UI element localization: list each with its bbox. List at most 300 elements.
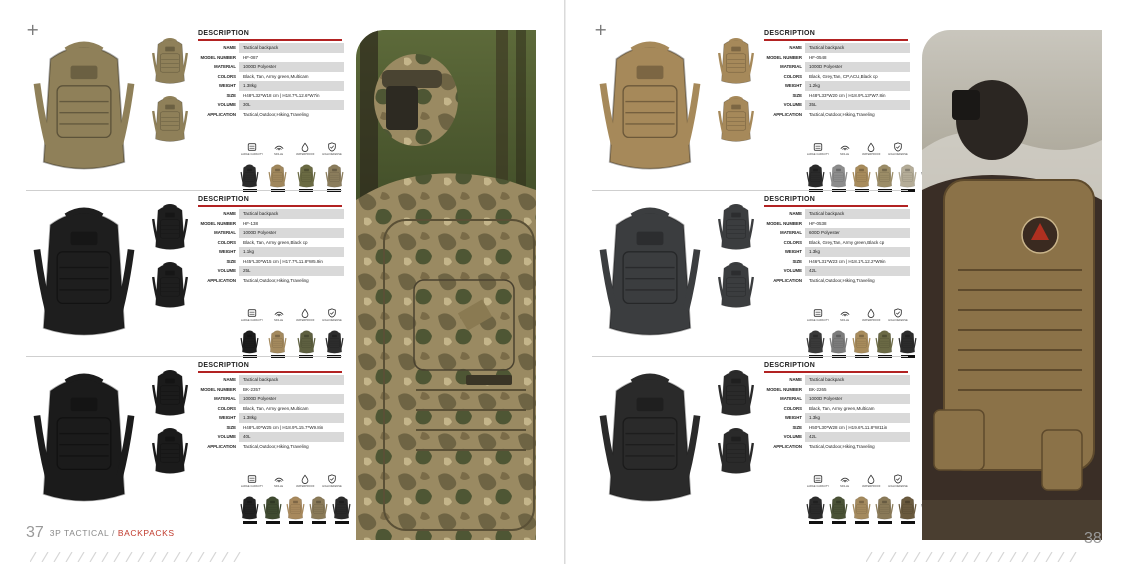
molle-icon	[833, 474, 857, 484]
spec-value: 600D Polyester	[805, 228, 910, 238]
spec-label: MATERIAL	[214, 396, 236, 402]
color-variant-thumb	[295, 164, 318, 192]
feature-item	[293, 142, 317, 156]
spec-table	[762, 209, 910, 285]
large-capacity-icon	[240, 474, 264, 484]
spec-label: WEIGHT	[784, 249, 802, 255]
color-variant-thumb	[295, 330, 318, 358]
spec-row	[762, 423, 910, 433]
spec-label: COLORS	[783, 405, 802, 411]
spec-value: Tactical,Outdoor,Hiking,Traveling	[243, 443, 309, 449]
spec-row	[196, 266, 344, 276]
spec-row	[762, 53, 910, 63]
spec-label: WEIGHT	[218, 249, 236, 255]
variant-backpack-illustration	[873, 164, 896, 188]
product-card	[592, 30, 908, 194]
spec-row	[762, 110, 910, 120]
backpack-back-photo	[716, 424, 756, 478]
variant-backpack-illustration	[896, 496, 919, 520]
backpack-side-illustration	[150, 36, 190, 86]
spec-row	[196, 228, 344, 238]
backpack-main-photo	[28, 368, 140, 508]
spec-value: Tactical backpack	[239, 43, 344, 53]
spec-value: 35L	[805, 100, 910, 110]
backpack-back-illustration	[716, 424, 756, 478]
spec-row	[762, 72, 910, 82]
feature-label: LARGE CAPACITY	[240, 319, 264, 322]
description-accent-bar	[764, 371, 908, 373]
spec-value: Tactical backpack	[239, 209, 344, 219]
spec-value: H48*L33*W20 cm | H18.9*L13*W7.8in	[809, 92, 886, 98]
product-card	[26, 30, 342, 194]
spec-value: Black, Tan, Army green,Multicam	[243, 405, 309, 411]
backpack-side-illustration	[716, 36, 756, 86]
feature-label: WATERPROOF	[296, 153, 315, 156]
color-variants	[238, 496, 346, 524]
color-variant-thumb	[238, 164, 261, 192]
molle-icon	[267, 308, 291, 318]
product-divider	[26, 356, 342, 357]
color-variant-thumb	[827, 164, 850, 192]
feature-label: LARGE CAPACITY	[240, 485, 264, 488]
description-accent-bar	[198, 205, 342, 207]
feature-icons	[240, 142, 344, 156]
spec-row	[196, 100, 344, 110]
feature-item	[267, 142, 291, 156]
feature-label: MOLLE	[840, 319, 850, 322]
backpack-main-photo	[594, 202, 706, 342]
product-divider	[592, 356, 908, 357]
spec-label: VOLUME	[783, 434, 802, 440]
spec-label: APPLICATION	[773, 111, 802, 117]
spec-row	[762, 413, 910, 423]
spec-row	[196, 238, 344, 248]
large-capacity-icon	[240, 142, 264, 152]
spec-value: Tactical,Outdoor,Hiking,Traveling	[809, 111, 875, 117]
feature-icons	[240, 308, 344, 322]
spec-row	[196, 276, 344, 286]
spec-label: VOLUME	[783, 102, 802, 108]
description-heading: DESCRIPTION	[764, 362, 816, 369]
spec-label: MATERIAL	[780, 64, 802, 70]
spec-table	[196, 375, 344, 451]
description-heading: DESCRIPTION	[764, 196, 816, 203]
spec-row	[196, 43, 344, 53]
footer-deco-stripes-right	[866, 552, 1086, 562]
spec-row	[762, 394, 910, 404]
spec-value: 1000D Polyester	[239, 394, 344, 404]
spec-label: MODEL NUMBER	[766, 386, 802, 392]
spec-value: HF-087	[243, 54, 259, 60]
spec-row	[196, 91, 344, 101]
spec-value: H46*L31*W23 cm | H18.1*L12.2*W9in	[809, 258, 886, 264]
spec-row	[762, 385, 910, 395]
soldier-tan-backpack-photo	[922, 30, 1102, 540]
spec-label: APPLICATION	[207, 443, 236, 449]
spec-label: NAME	[223, 377, 236, 383]
section-name: BACKPACKS	[117, 527, 175, 538]
variant-color-tag	[809, 521, 823, 524]
variant-backpack-illustration	[295, 330, 318, 354]
spec-row	[762, 276, 910, 286]
spec-row	[196, 219, 344, 229]
spec-label: COLORS	[217, 73, 236, 79]
soldier-camo-backpack-photo	[356, 30, 536, 540]
variant-backpack-illustration	[284, 496, 307, 520]
crosshair-plus-icon: +	[26, 20, 40, 39]
spec-label: MODEL NUMBER	[200, 54, 236, 60]
feature-label: HIGH DEFENSE	[888, 153, 908, 156]
spec-row	[762, 442, 910, 452]
spec-label: MODEL NUMBER	[766, 54, 802, 60]
feature-label: MOLLE	[274, 153, 284, 156]
backpack-back-illustration	[150, 424, 190, 478]
spec-row	[196, 247, 344, 257]
variant-color-tag	[266, 521, 280, 524]
spec-row	[762, 43, 910, 53]
variant-backpack-illustration	[873, 496, 896, 520]
spec-value: Tactical backpack	[805, 209, 910, 219]
spec-label: NAME	[789, 211, 802, 217]
molle-icon	[267, 142, 291, 152]
backpack-side-illustration	[716, 368, 756, 418]
spec-row	[196, 53, 344, 63]
feature-item	[886, 308, 910, 322]
spec-label: NAME	[223, 45, 236, 51]
spec-value: 1.3kg	[805, 247, 910, 257]
backpack-side-illustration	[150, 202, 190, 252]
spec-row	[762, 257, 910, 267]
backpack-back-photo	[716, 258, 756, 312]
spec-label: COLORS	[783, 73, 802, 79]
variant-backpack-illustration	[850, 496, 873, 520]
spec-label: MODEL NUMBER	[766, 220, 802, 226]
high-defense-icon	[320, 474, 344, 484]
backpack-main-photo	[28, 36, 140, 176]
variant-backpack-illustration	[896, 164, 919, 188]
variant-backpack-illustration	[266, 330, 289, 354]
variant-backpack-illustration	[307, 496, 330, 520]
color-variant-thumb	[307, 496, 330, 524]
color-variants	[804, 164, 912, 192]
backpack-side-photo	[150, 368, 190, 418]
variant-color-tag	[832, 521, 846, 524]
color-variants	[804, 330, 912, 358]
spec-label: SIZE	[792, 92, 802, 98]
color-variant-thumb	[284, 496, 307, 524]
spec-value: Black, Grey,Tan, CP,ACU,Black cp	[809, 73, 878, 79]
description-heading: DESCRIPTION	[198, 362, 250, 369]
page-number-right: 38	[1084, 530, 1102, 547]
feature-item	[806, 142, 830, 156]
spec-row	[196, 413, 344, 423]
backpack-side-photo	[150, 202, 190, 252]
feature-icons	[806, 142, 910, 156]
feature-item	[320, 474, 344, 488]
waterproof-icon	[293, 474, 317, 484]
spec-table	[196, 209, 344, 285]
spec-label: MATERIAL	[780, 230, 802, 236]
variant-backpack-illustration	[330, 496, 353, 520]
feature-item	[240, 474, 264, 488]
feature-label: LARGE CAPACITY	[806, 319, 830, 322]
variant-color-tag	[312, 521, 326, 524]
spec-row	[196, 442, 344, 452]
spec-label: SIZE	[226, 92, 236, 98]
variant-backpack-illustration	[266, 164, 289, 188]
spec-value: Tactical,Outdoor,Hiking,Traveling	[243, 277, 309, 283]
backpack-back-photo	[150, 258, 190, 312]
color-variant-thumb	[850, 330, 873, 358]
feature-label: WATERPROOF	[862, 153, 881, 156]
spec-row	[762, 266, 910, 276]
spec-label: NAME	[223, 211, 236, 217]
section-separator: /	[109, 527, 118, 538]
color-variant-thumb	[323, 330, 346, 358]
spec-label: COLORS	[217, 239, 236, 245]
variant-backpack-illustration	[238, 164, 261, 188]
color-variant-thumb	[850, 496, 873, 524]
color-variant-thumb	[266, 164, 289, 192]
molle-icon	[833, 142, 857, 152]
page-number-left: 37	[26, 524, 44, 541]
spec-value: 1000D Polyester	[239, 228, 344, 238]
spec-value: 42L	[805, 266, 910, 276]
feature-item	[806, 474, 830, 488]
spec-label: APPLICATION	[773, 443, 802, 449]
color-variant-thumb	[804, 330, 827, 358]
spec-label: SIZE	[792, 258, 802, 264]
variant-backpack-illustration	[850, 164, 873, 188]
feature-item	[886, 142, 910, 156]
spec-row	[762, 81, 910, 91]
camo-soldier-illustration	[356, 30, 536, 540]
feature-icons	[240, 474, 344, 488]
variant-backpack-illustration	[827, 164, 850, 188]
spec-label: COLORS	[783, 239, 802, 245]
feature-label: MOLLE	[840, 153, 850, 156]
variant-color-tag	[878, 521, 892, 524]
variant-backpack-illustration	[804, 164, 827, 188]
spec-value: Black, Grey,Tan, Army green,Black cp	[809, 239, 885, 245]
color-variant-thumb	[261, 496, 284, 524]
spec-label: NAME	[789, 45, 802, 51]
variant-backpack-illustration	[804, 496, 827, 520]
feature-item	[320, 142, 344, 156]
backpack-side-photo	[716, 202, 756, 252]
backpack-side-photo	[716, 36, 756, 86]
backpack-front-illustration	[594, 368, 706, 508]
spec-value: 42L	[805, 432, 910, 442]
feature-label: MOLLE	[840, 485, 850, 488]
high-defense-icon	[886, 474, 910, 484]
spec-value: 1000D Polyester	[805, 394, 910, 404]
backpack-back-illustration	[716, 92, 756, 146]
variant-backpack-illustration	[295, 164, 318, 188]
molle-icon	[267, 474, 291, 484]
product-card	[26, 196, 342, 360]
spec-row	[762, 228, 910, 238]
color-variants	[238, 164, 346, 192]
spec-label: WEIGHT	[218, 83, 236, 89]
waterproof-icon	[293, 308, 317, 318]
variant-backpack-illustration	[804, 330, 827, 354]
spec-row	[762, 209, 910, 219]
backpack-side-photo	[150, 36, 190, 86]
spec-label: WEIGHT	[784, 83, 802, 89]
spec-label: MODEL NUMBER	[200, 386, 236, 392]
feature-item	[833, 474, 857, 488]
feature-label: HIGH DEFENSE	[322, 485, 342, 488]
spec-value: 25L	[239, 266, 344, 276]
high-defense-icon	[886, 308, 910, 318]
spec-label: VOLUME	[783, 268, 802, 274]
spec-value: 1.38kg	[239, 81, 344, 91]
variant-backpack-illustration	[873, 330, 896, 354]
variant-color-tag	[855, 521, 869, 524]
color-variant-thumb	[804, 164, 827, 192]
spec-value: Tactical,Outdoor,Hiking,Traveling	[809, 443, 875, 449]
spec-value: H45*L30*W15 cm | H17.7*L11.8*W5.9in	[243, 258, 323, 264]
color-variant-thumb	[873, 496, 896, 524]
feature-label: LARGE CAPACITY	[240, 153, 264, 156]
spec-value: 1.2kg	[805, 81, 910, 91]
spec-label: APPLICATION	[207, 111, 236, 117]
variant-backpack-illustration	[238, 496, 261, 520]
spec-row	[762, 247, 910, 257]
color-variant-thumb	[850, 164, 873, 192]
variant-backpack-illustration	[323, 164, 346, 188]
spec-value: Tactical backpack	[239, 375, 344, 385]
feature-item	[859, 142, 883, 156]
spec-value: Black, Tan, Army green,Multicam	[243, 73, 309, 79]
variant-color-tag	[901, 521, 915, 524]
color-variant-thumb	[896, 496, 919, 524]
spec-label: WEIGHT	[784, 415, 802, 421]
spec-row	[196, 62, 344, 72]
variant-backpack-illustration	[261, 496, 284, 520]
large-capacity-icon	[806, 142, 830, 152]
variant-color-tag	[335, 521, 349, 524]
description-accent-bar	[764, 205, 908, 207]
variant-backpack-illustration	[896, 330, 919, 354]
spec-label: SIZE	[792, 424, 802, 430]
spec-label: COLORS	[217, 405, 236, 411]
right-catalog-page	[566, 0, 1129, 564]
backpack-back-illustration	[150, 258, 190, 312]
feature-label: WATERPROOF	[862, 319, 881, 322]
molle-icon	[833, 308, 857, 318]
feature-label: MOLLE	[274, 319, 284, 322]
backpack-main-photo	[594, 368, 706, 508]
spec-row	[762, 238, 910, 248]
feature-icons	[806, 474, 910, 488]
spec-table	[762, 43, 910, 119]
page-footer-left	[26, 524, 175, 542]
spec-row	[762, 432, 910, 442]
spec-row	[762, 91, 910, 101]
feature-label: HIGH DEFENSE	[888, 485, 908, 488]
high-defense-icon	[886, 142, 910, 152]
spec-row	[196, 423, 344, 433]
feature-item	[267, 308, 291, 322]
variant-backpack-illustration	[850, 330, 873, 354]
spec-value: Tactical,Outdoor,Hiking,Traveling	[809, 277, 875, 283]
feature-label: HIGH DEFENSE	[888, 319, 908, 322]
variant-backpack-illustration	[238, 330, 261, 354]
backpack-main-photo	[594, 36, 706, 176]
waterproof-icon	[293, 142, 317, 152]
color-variant-thumb	[896, 330, 919, 358]
spec-row	[196, 257, 344, 267]
feature-item	[859, 474, 883, 488]
feature-item	[293, 308, 317, 322]
feature-label: MOLLE	[274, 485, 284, 488]
spec-label: SIZE	[226, 258, 236, 264]
description-accent-bar	[198, 371, 342, 373]
spec-label: VOLUME	[217, 268, 236, 274]
backpack-back-photo	[716, 92, 756, 146]
variant-backpack-illustration	[827, 496, 850, 520]
spec-row	[196, 110, 344, 120]
color-variant-thumb	[323, 164, 346, 192]
spec-label: APPLICATION	[207, 277, 236, 283]
feature-item	[293, 474, 317, 488]
spec-table	[196, 43, 344, 119]
spec-row	[196, 81, 344, 91]
description-heading: DESCRIPTION	[764, 30, 816, 37]
description-accent-bar	[764, 39, 908, 41]
feature-label: LARGE CAPACITY	[806, 153, 830, 156]
spec-label: SIZE	[226, 424, 236, 430]
color-variant-thumb	[873, 330, 896, 358]
feature-item	[886, 474, 910, 488]
spec-value: BK-2357	[243, 386, 261, 392]
spec-label: MODEL NUMBER	[200, 220, 236, 226]
color-variant-thumb	[238, 330, 261, 358]
spec-row	[762, 375, 910, 385]
backpack-front-illustration	[594, 36, 706, 176]
spec-value: 1.38kg	[239, 413, 344, 423]
spec-row	[196, 375, 344, 385]
color-variant-thumb	[827, 496, 850, 524]
spec-value: H50*L30*W28 cm | H19.6*L11.8*W11in	[809, 424, 888, 430]
feature-icons	[806, 308, 910, 322]
backpack-back-illustration	[150, 92, 190, 146]
section-title	[50, 528, 175, 538]
feature-item	[859, 308, 883, 322]
spec-value: 1000D Polyester	[805, 62, 910, 72]
backpack-front-illustration	[594, 202, 706, 342]
variant-color-tag	[243, 521, 257, 524]
feature-label: HIGH DEFENSE	[322, 319, 342, 322]
backpack-back-illustration	[716, 258, 756, 312]
spec-value: 40L	[239, 432, 344, 442]
spec-row	[196, 72, 344, 82]
product-card	[592, 196, 908, 360]
color-variants	[804, 496, 912, 524]
high-defense-icon	[320, 142, 344, 152]
spec-value: HF-0548	[809, 54, 827, 60]
spec-row	[762, 100, 910, 110]
spec-value: Black, Tan, Army green,Multicam	[809, 405, 875, 411]
product-card	[592, 362, 908, 526]
variant-backpack-illustration	[323, 330, 346, 354]
backpack-front-illustration	[28, 36, 140, 176]
backpack-front-illustration	[28, 368, 140, 508]
feature-label: WATERPROOF	[296, 485, 315, 488]
product-divider	[592, 190, 908, 191]
